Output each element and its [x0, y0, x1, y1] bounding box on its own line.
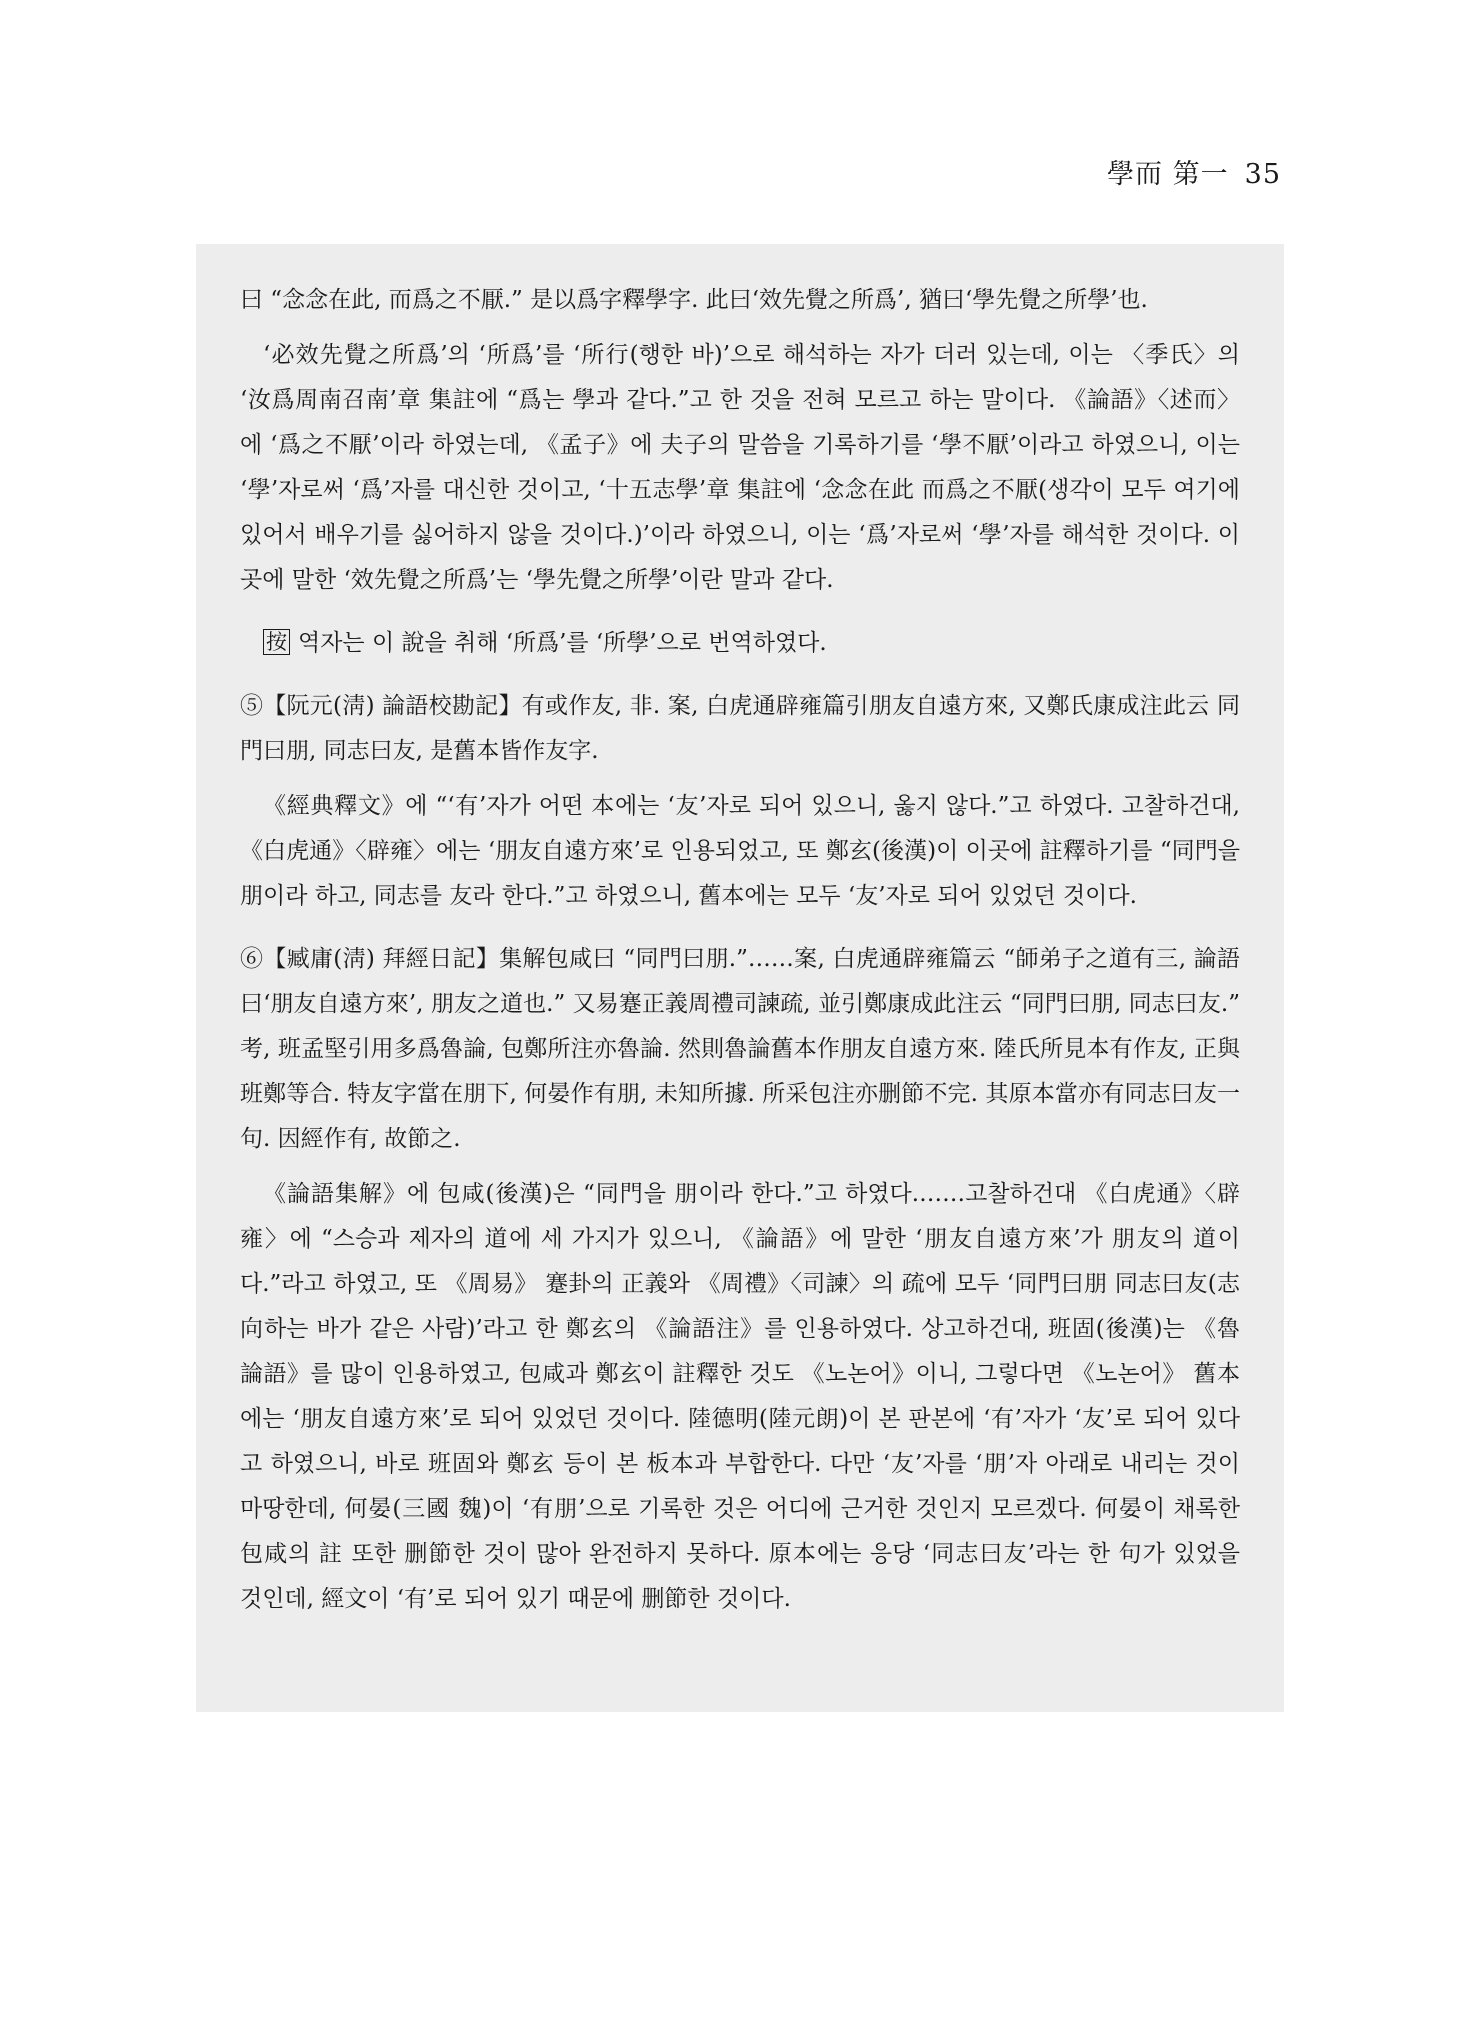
an-mark-icon: 按	[263, 629, 290, 655]
translator-note	[240, 621, 1240, 666]
commentary-paragraph-2: ‘必效先覺之所爲’의 ‘所爲’를 ‘所行(행한 바)’으로 해석하는 자가 더러 있는데, 이는 〈季氏〉의 ‘汝爲周南召南’章 集註에 “爲는 學과 같다.”고 한 것을 전혀 모르고 하는 말이다. 《論語》〈述而〉에 ‘爲之不厭’이라 하였는데, 《孟子》에 夫子의 말씀을 기록하기를 ‘學不厭’이라고 하였으니, 이는 ‘學’자로써 ‘爲’자를 대신한 것이고, ‘十五志學’章 集註에 ‘念念在此 而爲之不厭(생각이 모두 여기에 있어서 배우기를 싫어하지 않을 것이다.)’이라 하였으니, 이는 ‘爲’자로써 ‘學’자를 해석한 것이다. 이곳에 말한 ‘效先覺之所爲’는 ‘學先覺之所學’이란 말과 같다.	[240, 342, 1240, 593]
running-head	[1107, 152, 1281, 191]
commentary-paragraph-1: 曰 “念念在此, 而爲之不厭.” 是以爲字釋學字. 此曰‘效先覺之所爲’, 猶曰‘學先覺之所學’也.	[240, 287, 1148, 313]
note-5-translation: 《經典釋文》에 “‘有’자가 어떤 本에는 ‘友’자로 되어 있으니, 옳지 않다.”고 하였다. 고찰하건대, 《白虎通》〈辟雍〉에는 ‘朋友自遠方來’로 인용되었고, 또 鄭玄(後漢)이 이곳에 註釋하기를 “同門을 朋이라 하고, 同志를 友라 한다.”고 하였으니, 舊本에는 모두 ‘友’자로 되어 있었던 것이다.	[240, 793, 1240, 909]
translator-note-text: 역자는 이 說을 취해 ‘所爲’를 ‘所學’으로 번역하였다.	[298, 630, 827, 656]
page-number: 35	[1244, 159, 1281, 190]
note-5-original: ⑤【阮元(淸) 論語校勘記】有或作友, 非. 案, 白虎通辟雍篇引朋友自遠方來, 又鄭氏康成注此云 同門曰朋, 同志曰友, 是舊本皆作友字.	[240, 693, 1240, 764]
commentary-box	[196, 244, 1284, 1712]
note-6-original: ⑥【臧庸(淸) 拜經日記】集解包咸曰 “同門曰朋.”……案, 白虎通辟雍篇云 “師弟子之道有三, 論語曰‘朋友自遠方來’, 朋友之道也.” 又易蹇正義周禮司諫疏, 並引鄭康成此注云 “同門曰朋, 同志曰友.” 考, 班孟堅引用多爲魯論, 包鄭所注亦魯論. 然則魯論舊本作朋友自遠方來. 陸氏所見本有作友, 正與班鄭等合. 特友字當在朋下, 何晏作有朋, 未知所據. 所采包注亦删節不完. 其原本當亦有同志曰友一句. 因經作有, 故節之.	[240, 946, 1240, 1152]
section-title: 學而 第一	[1107, 159, 1229, 190]
note-6-translation: 《論語集解》에 包咸(後漢)은 “同門을 朋이라 한다.”고 하였다.……고찰하건대 《白虎通》〈辟雍〉에 “스승과 제자의 道에 세 가지가 있으니, 《論語》에 말한 ‘朋友自遠方來’가 朋友의 道이다.”라고 하였고, 또 《周易》 蹇卦의 正義와 《周禮》〈司諫〉의 疏에 모두 ‘同門曰朋 同志曰友(志向하는 바가 같은 사람)’라고 한 鄭玄의 《論語注》를 인용하였다. 상고하건대, 班固(後漢)는 《魯論語》를 많이 인용하였고, 包咸과 鄭玄이 註釋한 것도 《노논어》이니, 그렇다면 《노논어》 舊本에는 ‘朋友自遠方來’로 되어 있었던 것이다. 陸德明(陸元朗)이 본 판본에 ‘有’자가 ‘友’로 되어 있다고 하였으니, 바로 班固와 鄭玄 등이 본 板本과 부합한다. 다만 ‘友’자를 ‘朋’자 아래로 내리는 것이 마땅한데, 何晏(三國 魏)이 ‘有朋’으로 기록한 것은 어디에 근거한 것인지 모르겠다. 何晏이 채록한 包咸의 註 또한 删節한 것이 많아 완전하지 못하다. 原本에는 응당 ‘同志曰友’라는 한 句가 있었을 것인데, 經文이 ‘有’로 되어 있기 때문에 删節한 것이다.	[240, 1181, 1240, 1612]
